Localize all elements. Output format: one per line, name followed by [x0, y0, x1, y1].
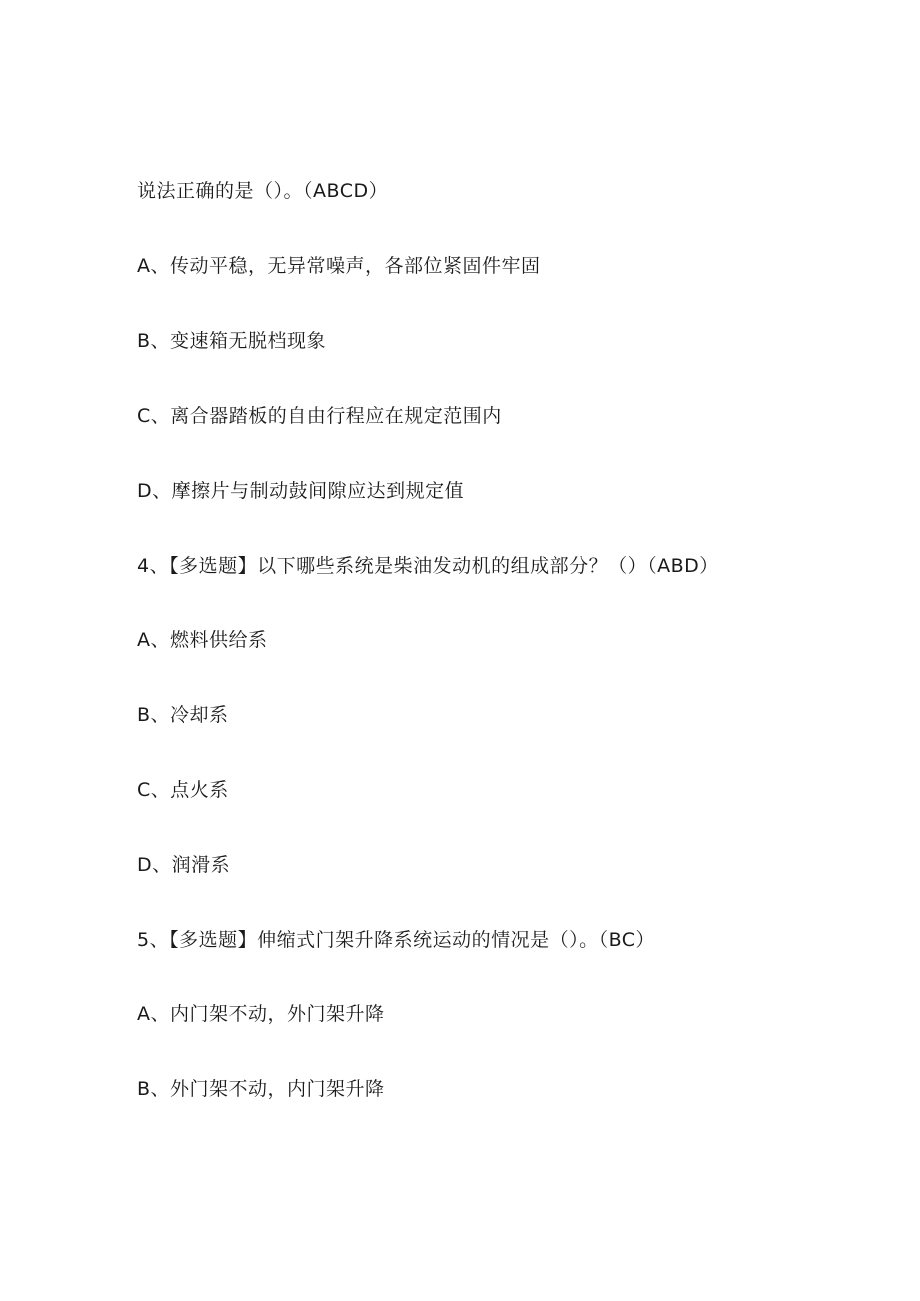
question-3-option-c: C、离合器踏板的自由行程应在规定范围内 — [137, 405, 502, 427]
question-5-option-b: B、外门架不动，内门架升降 — [137, 1078, 385, 1100]
question-3-option-b: B、变速箱无脱档现象 — [137, 330, 327, 352]
question-4-option-d: D、润滑系 — [137, 854, 231, 876]
question-3-option-d: D、摩擦片与制动鼓间隙应达到规定值 — [137, 480, 465, 502]
question-4-option-b: B、冷却系 — [137, 704, 229, 726]
question-5-stem: 5、【多选题】伸缩式门架升降系统运动的情况是（）。（BC） — [137, 929, 656, 951]
question-4-option-c: C、点火系 — [137, 779, 229, 801]
question-3-option-a: A、传动平稳，无异常噪声，各部位紧固件牢固 — [137, 255, 541, 277]
question-4-option-a: A、燃料供给系 — [137, 629, 268, 651]
question-3-stem-continuation: 说法正确的是（）。（ABCD） — [137, 180, 389, 202]
question-5-option-a: A、内门架不动，外门架升降 — [137, 1003, 385, 1025]
question-4-stem: 4、【多选题】以下哪些系统是柴油发动机的组成部分？（）（ABD） — [137, 555, 719, 577]
